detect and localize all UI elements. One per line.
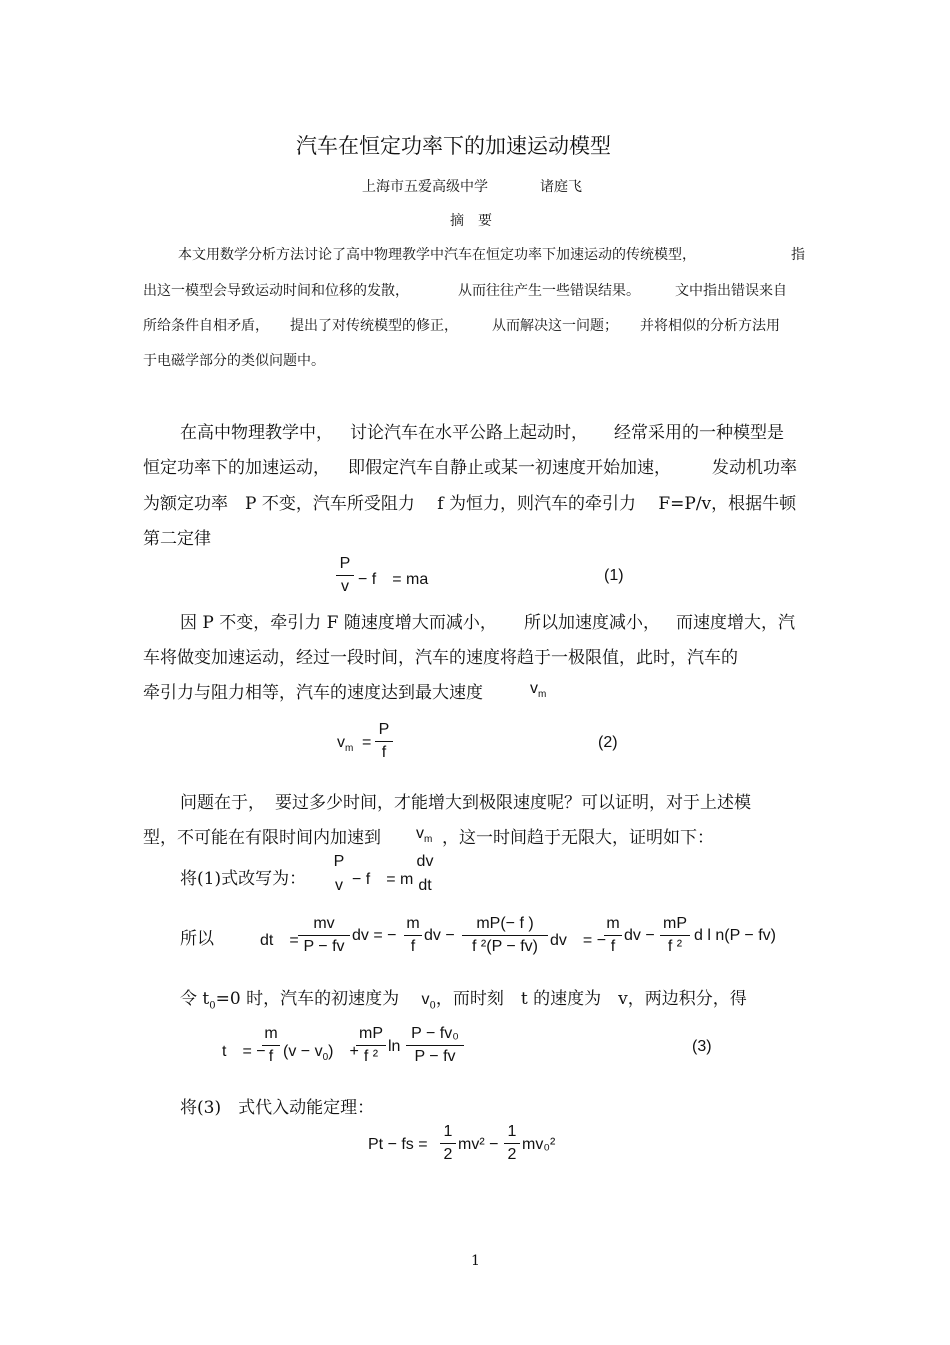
abstract-line: 文中指出错误来自	[675, 283, 787, 299]
page-title: 汽车在恒定功率下的加速运动模型	[296, 134, 611, 158]
equation-1-fraction	[336, 554, 354, 597]
abstract-line: 于电磁学部分的类似问题中。	[143, 353, 325, 369]
denominator: v	[341, 578, 349, 595]
dt-eq-part: dv −	[624, 927, 655, 944]
body-text: 即假定汽车自静止或某一初速度开始加速，	[348, 458, 671, 478]
body-text: 恒定功率下的加速运动，	[143, 458, 330, 478]
body-text: 问题在于，	[180, 793, 265, 813]
eq4-part: Pt − fs =	[368, 1136, 428, 1153]
eq3-fraction: m f	[262, 1024, 280, 1067]
abstract-line: 从而往往产生一些错误结果。	[458, 283, 640, 299]
eq4-part: mv₀²	[522, 1136, 556, 1153]
author: 诸庭飞	[540, 179, 582, 195]
abstract-line: 从而解决这一问题；	[492, 318, 618, 334]
abstract-line: 本文用数学分析方法讨论了高中物理教学中汽车在恒定功率下加速运动的传统模型，	[178, 247, 696, 263]
equation-2-lhs: $v_m$	[337, 734, 354, 755]
dt-eq-part: dv −	[424, 927, 455, 944]
numerator: P	[339, 555, 351, 572]
body-text: 第二定律	[143, 529, 211, 549]
page-number: 1	[471, 1253, 480, 1269]
equation-2-label: (2)	[598, 734, 618, 751]
body-text: 将(1)式改写为：	[180, 869, 307, 889]
body-text: 要过多少时间，才能增大到极限速度呢？可以证明，对于上述模	[275, 793, 751, 813]
body-text: 为额定功率 P 不变，汽车所受阻力 f 为恒力，则汽车的牵引力 F=P/v，根据牛顿	[143, 494, 797, 514]
equation-2-equals: =	[362, 734, 372, 751]
body-text: 而速度增大，汽	[676, 613, 795, 633]
eq4-part: mv² −	[458, 1136, 499, 1153]
eq4-fraction: 1 2	[504, 1122, 520, 1165]
vm-symbol: $v_m$	[416, 825, 433, 846]
abstract-line: 指	[791, 247, 805, 263]
rewrite-middle: − f = m	[352, 871, 414, 888]
abstract-heading: 摘 要	[450, 213, 492, 229]
dt-eq-part: dt =	[260, 932, 299, 949]
eq3-fraction: P − fv₀ P − fv	[406, 1024, 464, 1067]
equation-1-rest: − f = ma	[358, 571, 429, 588]
dt-fraction: m f	[404, 914, 422, 957]
rewrite-fraction-1: P v	[333, 853, 345, 894]
body-text: 车将做变加速运动，经过一段时间，汽车的速度将趋于一极限值，此时，汽车的	[143, 648, 738, 668]
equation-3-label: (3)	[692, 1038, 712, 1055]
body-text: 发动机功率	[712, 458, 797, 478]
body-text: 因 P 不变，牵引力 F 随速度增大而减小，	[180, 613, 497, 633]
dt-fraction: mP(− f ) f ²(P − fv)	[462, 914, 548, 957]
body-text: 在高中物理教学中，	[180, 423, 333, 443]
vm-symbol: $v_m$	[530, 680, 547, 701]
dt-fraction: mP f ²	[660, 914, 690, 957]
body-text: 型，不可能在有限时间内加速到	[143, 828, 381, 848]
abstract-line: 出这一模型会导致运动时间和位移的发散，	[143, 283, 409, 299]
dt-eq-part: dv = −	[550, 932, 607, 949]
body-text: ，这一时间趋于无限大，证明如下：	[442, 828, 714, 848]
equation-2-fraction: P f	[375, 720, 393, 763]
eq4-fraction: 1 2	[440, 1122, 456, 1165]
body-text: 牵引力与阻力相等，汽车的速度达到最大速度	[143, 683, 483, 703]
abstract-line: 并将相似的分析方法用	[640, 318, 780, 334]
dt-fraction: mv P − fv	[298, 914, 350, 957]
dt-eq-part: d l n(P − fv)	[694, 927, 776, 944]
body-text: 讨论汽车在水平公路上起动时，	[350, 423, 588, 443]
dt-fraction: m f	[604, 914, 622, 957]
body-text: 经常采用的一种模型是	[614, 423, 784, 443]
eq3-part: t = −	[222, 1043, 266, 1060]
body-text: 所以	[180, 929, 214, 949]
rewrite-fraction-2: dv dt	[416, 853, 434, 894]
body-text: 所以加速度减小，	[524, 613, 660, 633]
affiliation: 上海市五爱高级中学	[362, 179, 488, 195]
abstract-line: 提出了对传统模型的修正，	[290, 318, 458, 334]
dt-eq-part: dv = −	[352, 927, 397, 944]
body-text: 将(3) 式代入动能定理：	[180, 1098, 375, 1118]
abstract-line: 所给条件自相矛盾，	[143, 318, 269, 334]
eq3-part: $(v - v_0)$ +	[283, 1043, 359, 1064]
equation-1-label: (1)	[604, 567, 624, 584]
para4-line: 令 $t_0=0$ 时，汽车的初速度为 $v_0$，而时刻 t 的速度为 v，两边积分，得	[180, 989, 747, 1012]
eq3-part: ln	[388, 1038, 401, 1055]
eq3-fraction: mP f ²	[356, 1024, 386, 1067]
